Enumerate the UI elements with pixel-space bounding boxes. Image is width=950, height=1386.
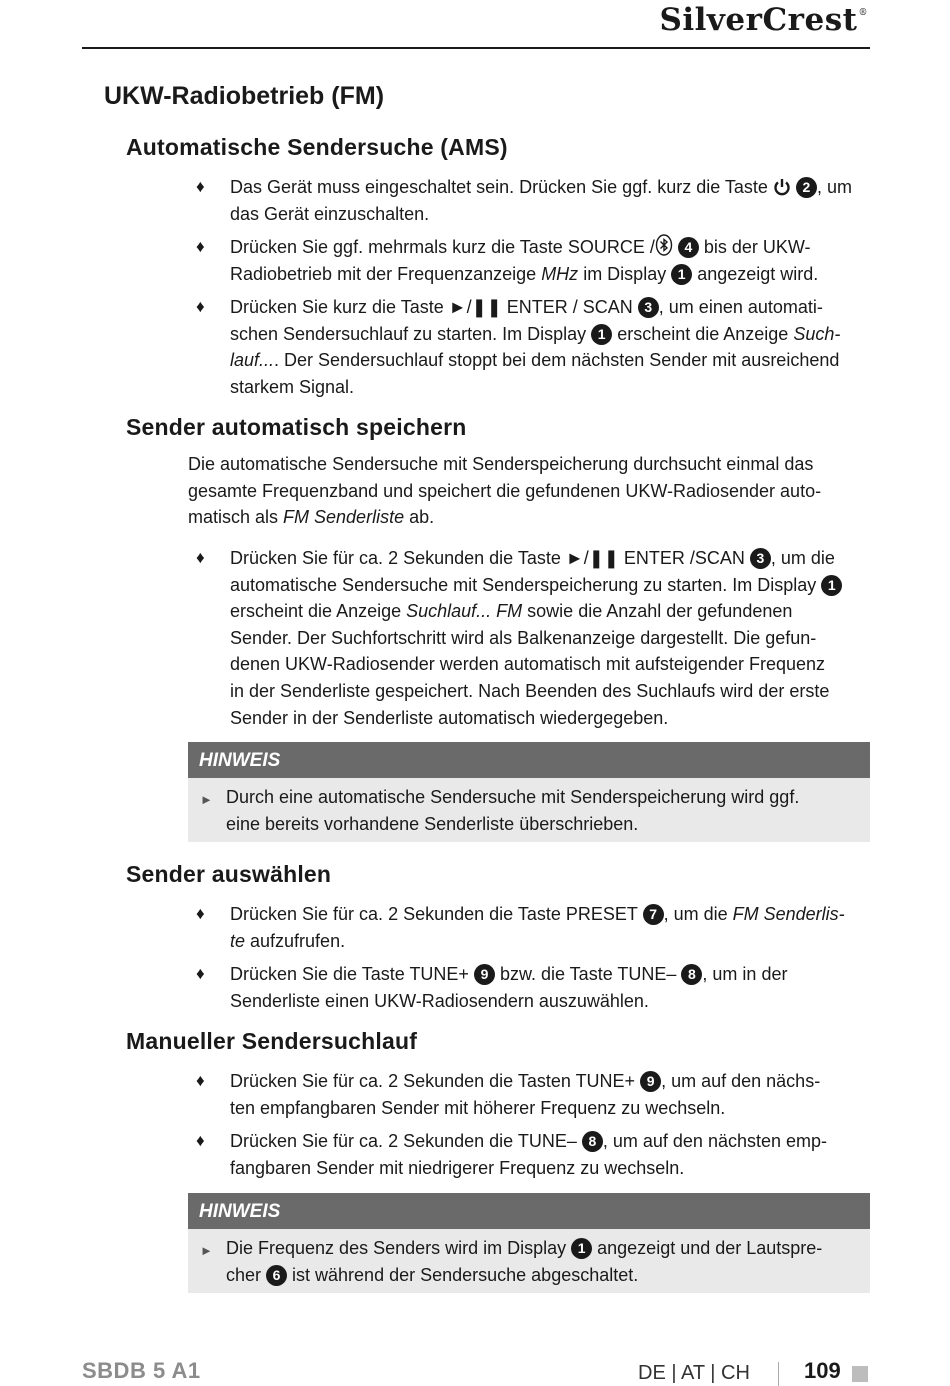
callout-number: 9 (474, 964, 495, 985)
brand-logo: SilverCrest® (659, 2, 868, 38)
callout-number: 3 (638, 297, 659, 318)
footer-languages: DE | AT | CH (638, 1362, 750, 1384)
diamond-bullet-icon: ♦ (196, 548, 205, 567)
diamond-bullet-icon: ♦ (196, 177, 205, 196)
bluetooth-icon (655, 234, 673, 256)
callout-number: 2 (796, 177, 817, 198)
arrow-right-icon: ► (200, 1243, 213, 1258)
diamond-bullet-icon: ♦ (196, 904, 205, 923)
callout-number: 3 (750, 548, 771, 569)
footer-divider (778, 1362, 779, 1386)
note-heading: HINWEIS (188, 1193, 870, 1229)
callout-number: 4 (678, 237, 699, 258)
callout-number: 7 (643, 904, 664, 925)
footer-model: SBDB 5 A1 (82, 1358, 201, 1383)
diamond-bullet-icon: ♦ (196, 1131, 205, 1150)
note-box: HINWEIS ► Die Frequenz des Senders wird im Display 1 angezeigt und der Lautspre- cher 6 ist während der Sendersuche abgeschaltet. (188, 1193, 870, 1293)
note-box: HINWEIS ► Durch eine automatische Sendersuche mit Senderspeicherung wird ggf. eine bereits vorhandene Senderliste überschrieben. (188, 742, 870, 842)
callout-number: 6 (266, 1265, 287, 1286)
section-heading-manual: Manueller Sendersuchlauf (126, 1028, 418, 1054)
callout-number: 1 (821, 575, 842, 596)
callout-number: 1 (591, 324, 612, 345)
page-title: UKW-Radiobetrieb (FM) (104, 82, 385, 110)
header-rule (82, 47, 870, 49)
section-heading-select: Sender auswählen (126, 861, 332, 887)
diamond-bullet-icon: ♦ (196, 237, 205, 256)
note-heading: HINWEIS (188, 742, 870, 778)
power-icon (773, 178, 791, 196)
diamond-bullet-icon: ♦ (196, 1071, 205, 1090)
callout-number: 8 (582, 1131, 603, 1152)
section-paragraph: Die automatische Sendersuche mit Senderspeicherung durchsucht einmal das gesamte Frequenzband und speichert die gefundenen UKW-Radiosender auto- matisch als FM Senderliste ab. (188, 454, 822, 528)
section-heading-ams: Automatische Sendersuche (AMS) (126, 134, 508, 160)
callout-number: 1 (671, 264, 692, 285)
page-marker-square (852, 1366, 868, 1382)
page-number: 109 (804, 1358, 841, 1383)
section-heading-save: Sender automatisch speichern (126, 414, 467, 440)
callout-number: 8 (681, 964, 702, 985)
arrow-right-icon: ► (200, 792, 213, 807)
diamond-bullet-icon: ♦ (196, 297, 205, 316)
callout-number: 1 (571, 1238, 592, 1259)
diamond-bullet-icon: ♦ (196, 964, 205, 983)
callout-number: 9 (640, 1071, 661, 1092)
